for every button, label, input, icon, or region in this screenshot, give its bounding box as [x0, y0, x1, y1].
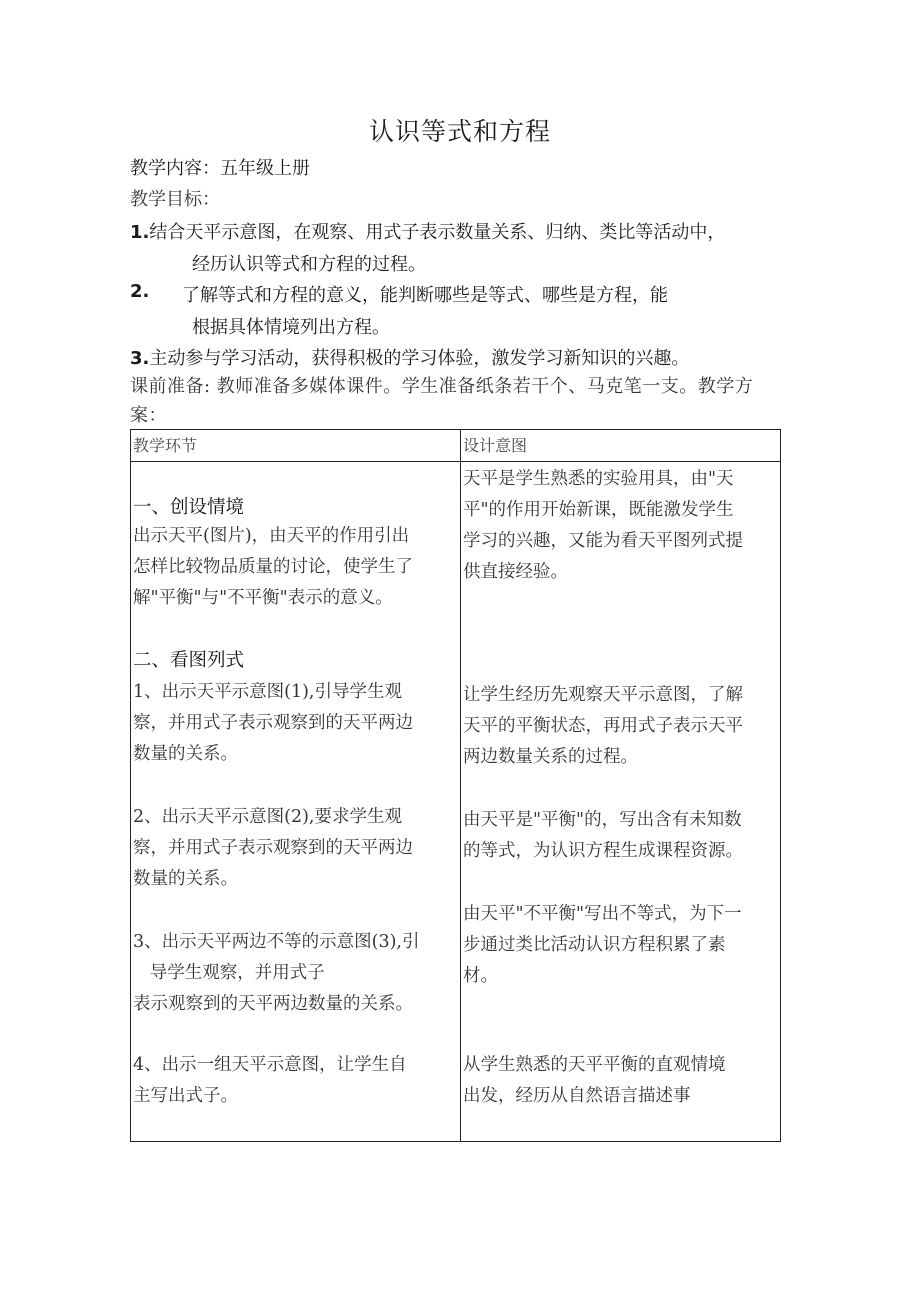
right-block — [463, 1050, 781, 1112]
header-divider — [131, 461, 780, 462]
text-line: 材。 — [463, 966, 498, 986]
left-block — [133, 927, 457, 1020]
goal-1-line-1 — [130, 218, 725, 244]
left-block — [133, 521, 457, 614]
text-line: 解"平衡"与"不平衡"表示的意义。 — [133, 588, 393, 608]
left-block — [133, 645, 457, 676]
lesson-plan-table — [130, 429, 781, 1142]
text-line: 的等式，为认识方程生成课程资源。 — [463, 841, 743, 861]
text-line: 天平的平衡状态，再用式子表示天平 — [463, 716, 743, 736]
text-line: 由天平是"平衡"的，写出含有未知数 — [463, 810, 742, 830]
teaching-content: 教学内容：五年级上册 — [130, 158, 310, 179]
goals-label: 教学目标： — [130, 189, 220, 210]
text-line: 察，并用式子表示观察到的天平两边 — [133, 838, 413, 858]
text-line: 数量的关系。 — [133, 744, 238, 764]
text-line: 主写出式子。 — [133, 1086, 238, 1106]
text-line: 2、出示天平示意图(2),要求学生观 — [133, 807, 402, 827]
right-block — [463, 680, 781, 773]
section-heading: 一、创设情境 — [133, 497, 245, 518]
right-block — [463, 899, 781, 992]
text-line: 数量的关系。 — [133, 869, 238, 889]
text-line: 从学生熟悉的天平平衡的直观情境 — [463, 1055, 726, 1075]
text-line: 由天平"不平衡"写出不等式，为下一 — [463, 904, 742, 924]
text-line: 出示天平(图片)，由天平的作用引出 — [133, 526, 410, 546]
text-line: 两边数量关系的过程。 — [463, 747, 638, 767]
text-line: 平"的作用开始新课，既能激发学生 — [463, 500, 734, 520]
text-line: 1、出示天平示意图(1),引导学生观 — [133, 682, 402, 702]
goal-2-line-2: 根据具体情境列出方程。 — [192, 317, 390, 338]
table-header-stage: 教学环节 — [133, 436, 198, 455]
column-divider — [460, 430, 461, 1141]
text-line: 4、出示一组天平示意图，让学生自 — [133, 1055, 407, 1075]
text-line: 出发，经历从自然语言描述事 — [463, 1086, 691, 1106]
text-line: 导学生观察，并用式子 — [133, 963, 325, 983]
goal-3-line-1 — [130, 344, 689, 370]
text-line: 天平是学生熟悉的实验用具，由"天 — [463, 469, 734, 489]
preparation-text: 课前准备: 教师准备多媒体课件。学生准备纸条若干个、马克笔一支。教学方案： — [130, 376, 754, 426]
text-line: 察，并用式子表示观察到的天平两边 — [133, 713, 413, 733]
section-heading: 二、看图列式 — [133, 650, 245, 671]
text-line: 供直接经验。 — [463, 562, 568, 582]
goal-text: 主动参与学习活动，获得积极的学习体验，激发学习新知识的兴趣。 — [149, 348, 690, 369]
goal-number: 3. — [130, 348, 150, 369]
left-block — [133, 1050, 457, 1112]
text-line: 怎样比较物品质量的讨论，使学生了 — [133, 557, 413, 577]
goal-text: 结合天平示意图，在观察、用式子表示数量关系、归纳、类比等活动中， — [149, 222, 726, 243]
text-line: 表示观察到的天平两边数量的关系。 — [133, 994, 413, 1014]
left-block — [133, 802, 457, 895]
text-line: 学习的兴趣，又能为看天平图列式提 — [463, 531, 743, 551]
left-block — [133, 492, 457, 523]
text-line: 3、出示天平两边不等的示意图(3),引 — [133, 932, 420, 952]
document-title: 认识等式和方程 — [368, 117, 551, 146]
goal-number: 2. — [130, 281, 150, 302]
left-block — [133, 677, 457, 770]
text-line: 让学生经历先观察天平示意图，了解 — [463, 685, 743, 705]
goal-2-line-1: 了解等式和方程的意义，能判断哪些是等式、哪些是方程，能 — [182, 285, 668, 306]
right-block — [463, 805, 781, 867]
text-line: 步通过类比活动认识方程积累了素 — [463, 935, 726, 955]
goal-1-line-2: 经历认识等式和方程的过程。 — [192, 254, 426, 275]
right-block — [463, 464, 781, 588]
goal-number: 1. — [130, 222, 150, 243]
table-header-intent: 设计意图 — [463, 436, 528, 455]
